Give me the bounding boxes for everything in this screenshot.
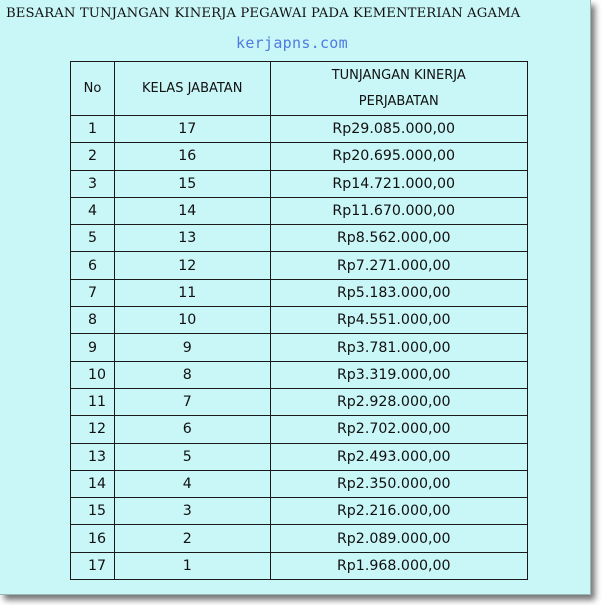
cell-kelas-jabatan: 13: [114, 225, 270, 252]
cell-tunjangan: Rp5.183.000,00: [270, 279, 527, 306]
cell-kelas-jabatan: 2: [114, 525, 270, 552]
cell-kelas-jabatan: 1: [114, 552, 270, 579]
cell-no: 13: [71, 443, 115, 470]
cell-kelas-jabatan: 3: [114, 498, 270, 525]
cell-tunjangan: Rp2.089.000,00: [270, 525, 527, 552]
cell-tunjangan: Rp29.085.000,00: [270, 116, 527, 143]
header-kelas-jabatan: KELAS JABATAN: [114, 62, 270, 116]
cell-kelas-jabatan: 6: [114, 416, 270, 443]
cell-kelas-jabatan: 10: [114, 307, 270, 334]
cell-tunjangan: Rp2.493.000,00: [270, 443, 527, 470]
table-row: [71, 116, 528, 143]
header-tunjangan-kinerja: [270, 62, 527, 116]
table-row: [71, 334, 528, 361]
cell-no: 14: [71, 470, 115, 497]
table-row: [71, 307, 528, 334]
table-row: [71, 443, 528, 470]
cell-tunjangan: Rp2.350.000,00: [270, 470, 527, 497]
table-body: [71, 116, 528, 580]
cell-kelas-jabatan: 8: [114, 361, 270, 388]
cell-no: 9: [71, 334, 115, 361]
cell-tunjangan: Rp3.319.000,00: [270, 361, 527, 388]
cell-kelas-jabatan: 4: [114, 470, 270, 497]
cell-kelas-jabatan: 12: [114, 252, 270, 279]
table-row: [71, 416, 528, 443]
cell-no: 6: [71, 252, 115, 279]
cell-tunjangan: Rp7.271.000,00: [270, 252, 527, 279]
cell-kelas-jabatan: 17: [114, 116, 270, 143]
tunjangan-table: [70, 61, 528, 580]
cell-tunjangan: Rp4.551.000,00: [270, 307, 527, 334]
cell-no: 8: [71, 307, 115, 334]
table-row: [71, 252, 528, 279]
cell-no: 4: [71, 197, 115, 224]
cell-kelas-jabatan: 5: [114, 443, 270, 470]
cell-kelas-jabatan: 15: [114, 170, 270, 197]
table-row: [71, 225, 528, 252]
table-row: [71, 470, 528, 497]
cell-no: 11: [71, 388, 115, 415]
cell-tunjangan: Rp14.721.000,00: [270, 170, 527, 197]
header-no: No: [71, 62, 115, 116]
cell-tunjangan: Rp11.670.000,00: [270, 197, 527, 224]
cell-tunjangan: Rp2.216.000,00: [270, 498, 527, 525]
header-tunjangan-line2: PERJABATAN: [358, 93, 439, 109]
cell-kelas-jabatan: 16: [114, 143, 270, 170]
cell-no: 3: [71, 170, 115, 197]
cell-tunjangan: Rp3.781.000,00: [270, 334, 527, 361]
cell-tunjangan: Rp1.968.000,00: [270, 552, 527, 579]
cell-no: 16: [71, 525, 115, 552]
cell-kelas-jabatan: 14: [114, 197, 270, 224]
page-title: BESARAN TUNJANGAN KINERJA PEGAWAI PADA KEMENTERIAN AGAMA: [6, 6, 521, 21]
cell-no: 17: [71, 552, 115, 579]
cell-tunjangan: Rp2.702.000,00: [270, 416, 527, 443]
cell-kelas-jabatan: 11: [114, 279, 270, 306]
table-row: [71, 143, 528, 170]
watermark-text: kerjapns.com: [236, 34, 348, 52]
table-row: [71, 525, 528, 552]
table-row: [71, 498, 528, 525]
cell-no: 10: [71, 361, 115, 388]
table-row: [71, 552, 528, 579]
cell-no: 1: [71, 116, 115, 143]
cell-no: 5: [71, 225, 115, 252]
cell-no: 2: [71, 143, 115, 170]
table-row: [71, 388, 528, 415]
table-row: [71, 170, 528, 197]
table-row: [71, 197, 528, 224]
header-tunjangan-line1: TUNJANGAN KINERJA: [331, 67, 466, 83]
cell-tunjangan: Rp20.695.000,00: [270, 143, 527, 170]
table-header-row: [71, 62, 528, 116]
cell-no: 15: [71, 498, 115, 525]
cell-kelas-jabatan: 9: [114, 334, 270, 361]
cell-kelas-jabatan: 7: [114, 388, 270, 415]
cell-tunjangan: Rp8.562.000,00: [270, 225, 527, 252]
table-row: [71, 279, 528, 306]
cell-tunjangan: Rp2.928.000,00: [270, 388, 527, 415]
table-row: [71, 361, 528, 388]
cell-no: 7: [71, 279, 115, 306]
cell-no: 12: [71, 416, 115, 443]
